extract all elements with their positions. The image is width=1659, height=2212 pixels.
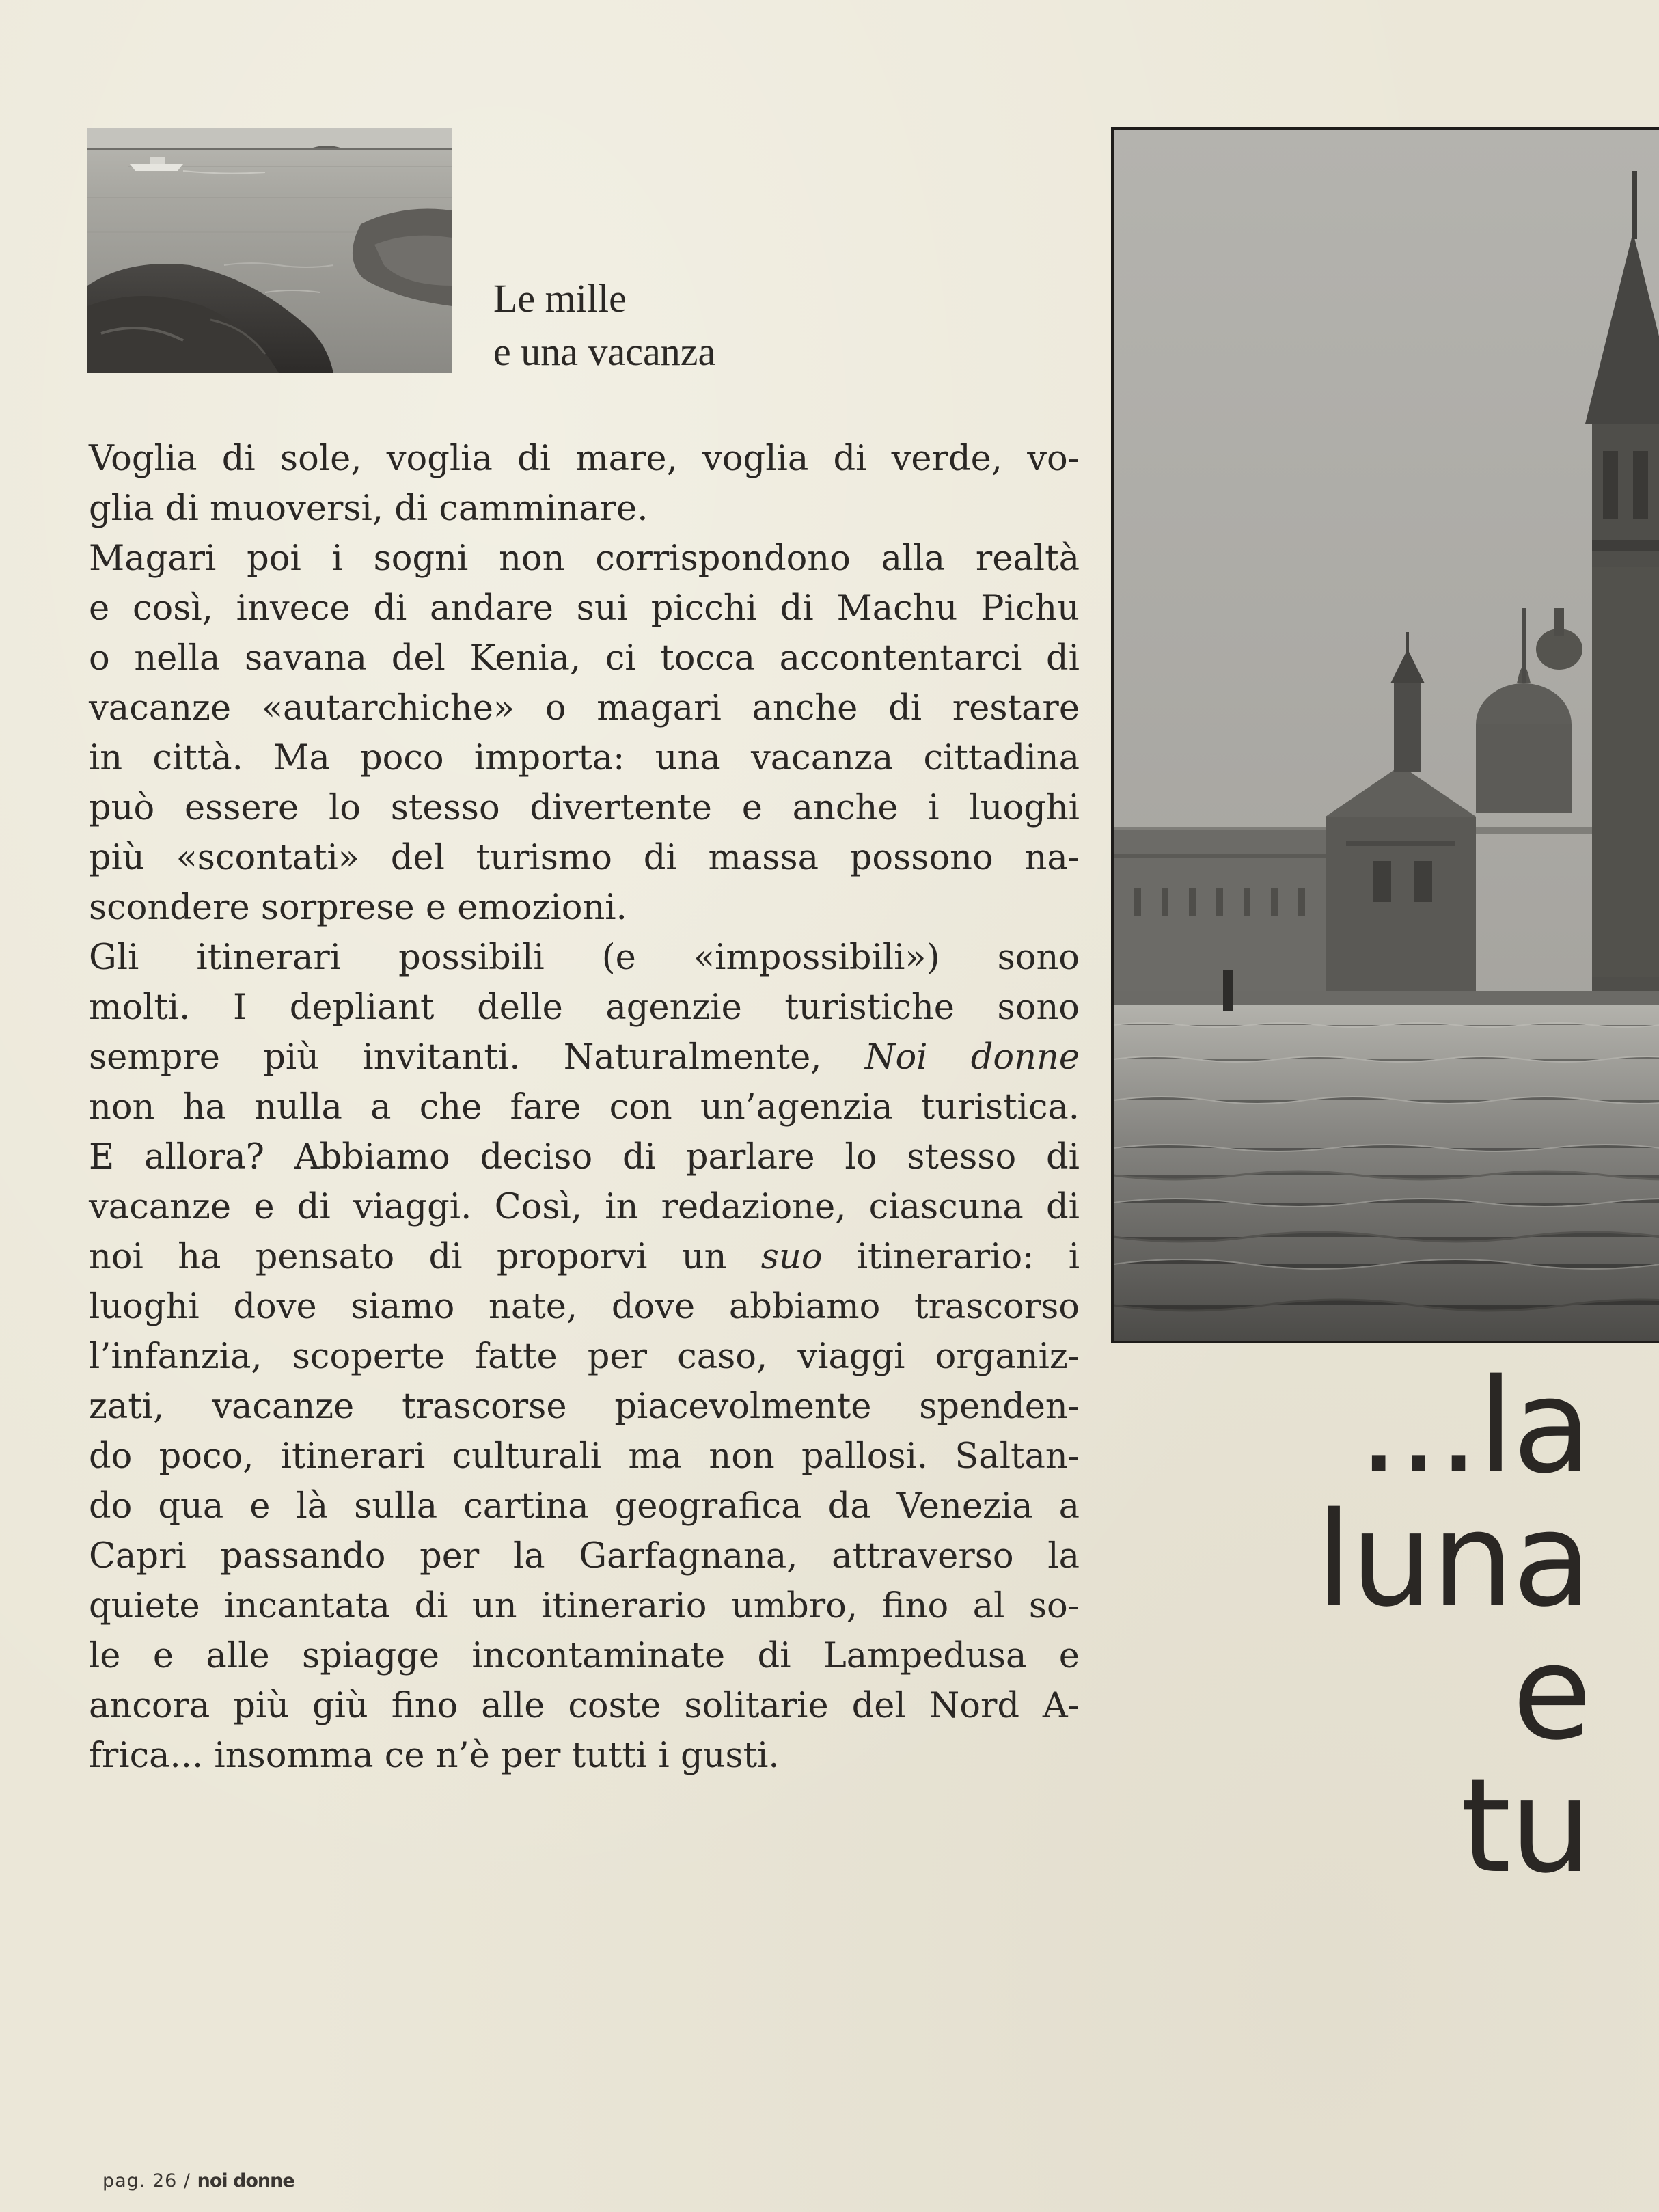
body-line: in città. Ma poco importa: una vacanza cittadina: [89, 738, 1080, 778]
page-footer: [102, 2170, 294, 2191]
body-line: glia di muoversi, di camminare.: [89, 489, 648, 529]
body-line: Magari poi i sogni non corrispondono alla realtà: [89, 538, 1080, 579]
heading-line-4: tu: [1460, 1751, 1591, 1902]
heading-line-2: luna: [1315, 1484, 1591, 1635]
body-line: più «scontati» del turismo di massa possono na-: [89, 838, 1080, 878]
venice-photo: [1111, 127, 1659, 1343]
body-line-part: noi ha pensato di proporvi un: [89, 1237, 727, 1277]
page-number: pag. 26 /: [102, 2170, 191, 2191]
heading-line-1: ...la: [1358, 1351, 1591, 1502]
body-line: Gli itinerari possibili (e «impossibili») sono: [89, 938, 1080, 978]
body-line: [89, 1033, 1080, 1082]
article-body: [89, 434, 1080, 1781]
body-line: [89, 1232, 1080, 1282]
body-line: Capri passando per la Garfagnana, attraverso la: [89, 1536, 1080, 1576]
body-line: E allora? Abbiamo deciso di parlare lo stesso di: [89, 1137, 1080, 1177]
magazine-name-italic: Noi donne: [864, 1037, 1080, 1078]
body-line: zati, vacanze trascorse piacevolmente spenden-: [89, 1387, 1080, 1427]
body-line-part: sempre più invitanti. Naturalmente,: [89, 1037, 822, 1078]
seascape-photo: [87, 128, 452, 373]
body-line: quiete incantata di un itinerario umbro, fino al so-: [89, 1586, 1080, 1626]
body-line: luoghi dove siamo nate, dove abbiamo trascorso: [89, 1287, 1080, 1327]
body-line: scondere sorprese e emozioni.: [89, 888, 627, 928]
body-line: vacanze «autarchiche» o magari anche di restare: [89, 688, 1080, 728]
body-line: l’infanzia, scoperte fatte per caso, viaggi organiz-: [89, 1337, 1080, 1377]
body-line: non ha nulla a che fare con un’agenzia turistica.: [89, 1087, 1080, 1128]
title-line-2: e una vacanza: [493, 329, 716, 374]
suo-italic: suo: [760, 1237, 823, 1277]
body-line: Voglia di sole, voglia di mare, voglia di verde, vo-: [89, 439, 1080, 479]
magazine-brand: noi donne: [197, 2170, 294, 2191]
body-line: do qua e là sulla cartina geografica da Venezia a: [89, 1486, 1080, 1527]
decorative-heading: [1315, 1351, 1591, 1902]
body-line: frica... insomma ce n’è per tutti i gusti.: [89, 1736, 780, 1776]
body-line: o nella savana del Kenia, ci tocca accontentarci di: [89, 638, 1080, 679]
body-line: può essere lo stesso divertente e anche i luoghi: [89, 788, 1080, 828]
title-line-1: Le mille: [493, 276, 627, 320]
body-line: le e alle spiagge incontaminate di Lampedusa e: [89, 1636, 1080, 1676]
body-line: do poco, itinerari culturali ma non pallosi. Saltan-: [89, 1436, 1080, 1477]
body-line: e così, invece di andare sui picchi di Machu Pichu: [89, 588, 1080, 629]
article-title: [493, 272, 715, 379]
heading-line-3: e: [1512, 1617, 1591, 1769]
body-line-part: itinerario: i: [856, 1237, 1080, 1277]
body-line: vacanze e di viaggi. Così, in redazione, ciascuna di: [89, 1187, 1080, 1227]
body-line: ancora più giù fino alle coste solitarie del Nord A-: [89, 1686, 1080, 1726]
body-line: molti. I depliant delle agenzie turistiche sono: [89, 987, 1080, 1028]
